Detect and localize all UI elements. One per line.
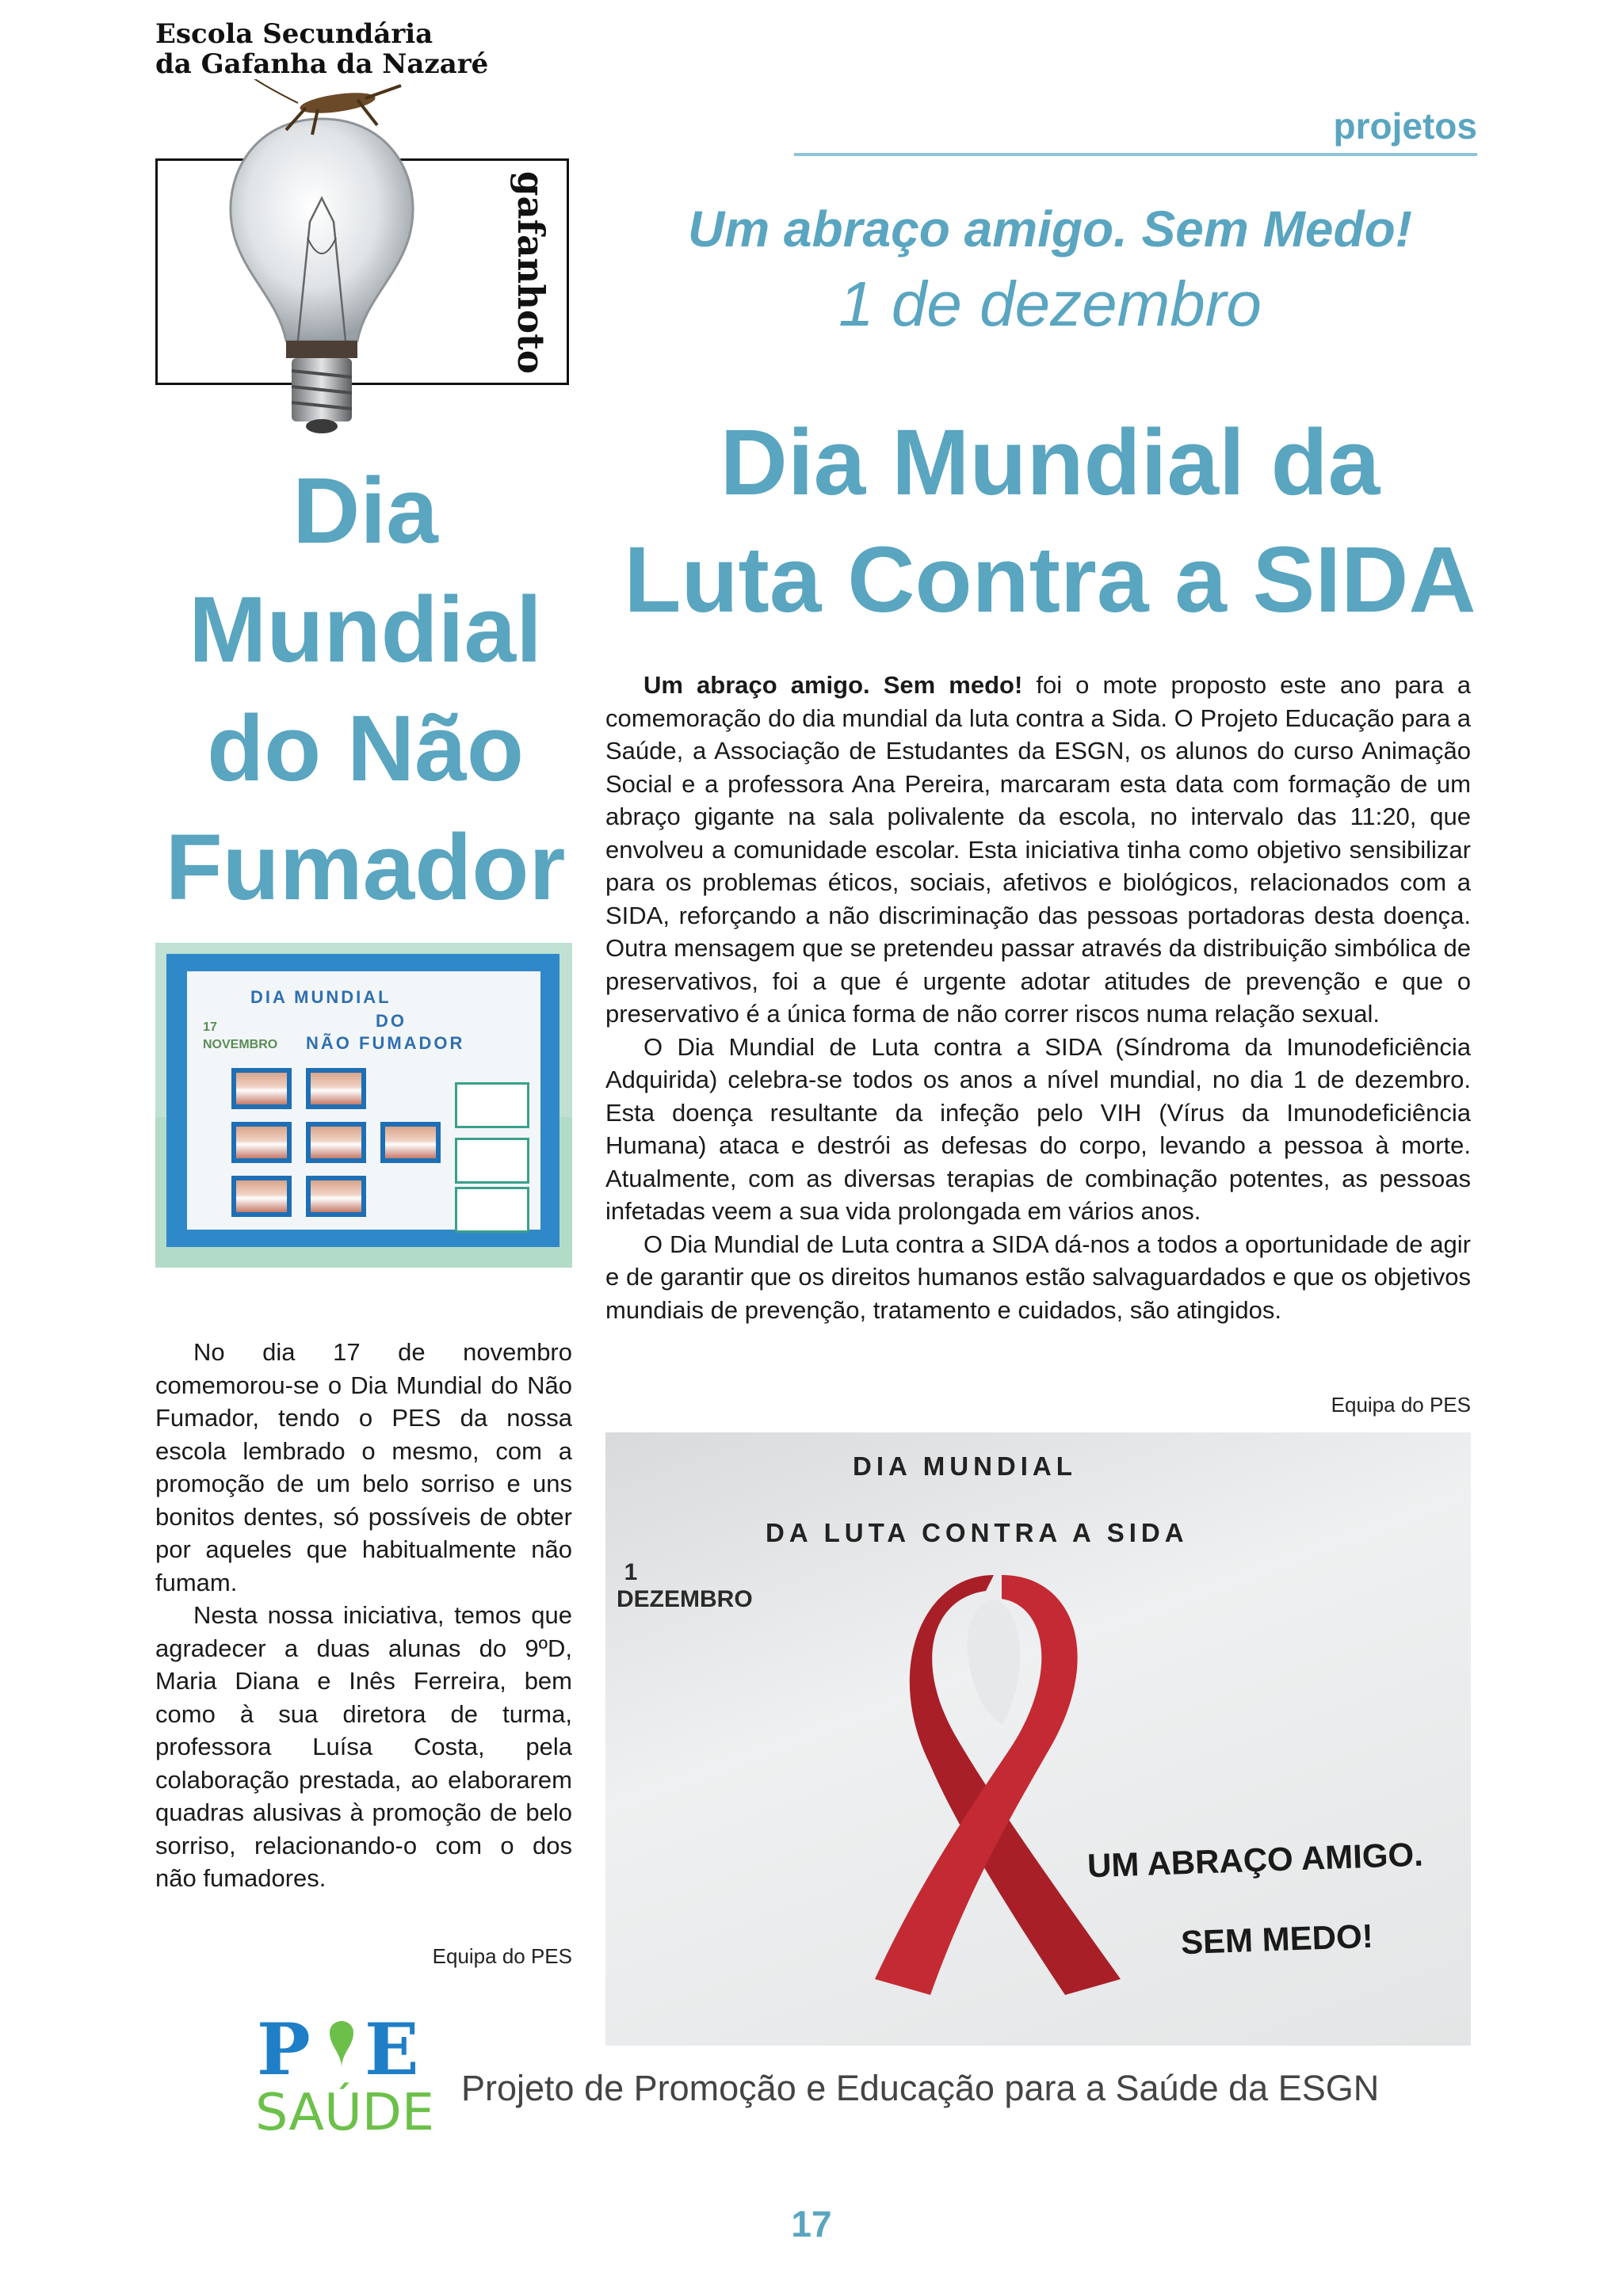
smile-photo-tile <box>231 1122 292 1163</box>
section-divider <box>794 153 1477 156</box>
sida-photo-line2: DA LUTA CONTRA A SIDA <box>766 1518 1189 1547</box>
smoker-title-line1: Dia <box>292 459 438 563</box>
sida-photo-line1: DIA MUNDIAL <box>853 1451 1077 1481</box>
article-motto: Um abraço amigo. Sem Medo! <box>688 200 1412 257</box>
smile-photo-tile <box>231 1176 292 1217</box>
smoker-title-line2: Mundial <box>189 578 542 682</box>
gafanhoto-wordmark <box>499 166 555 379</box>
smoker-article-body <box>155 1336 572 1895</box>
smoker-title-line4: Fumador <box>165 815 566 920</box>
smoker-paragraph-2: Nesta nossa iniciativa, temos que agradecer a duas alunas do 9ºD, Maria Diana e Inês Ferreira, bem como à sua diretora de turma, professora Luísa Costa, pela colaboração prestada, ao elaborarem quadras alusivas à promoção de belo sorriso, relacionando-o com o dos não fumadores. <box>155 1601 572 1892</box>
sida-photo-vertical-date: 1 DEZEMBRO <box>617 1559 753 1612</box>
pes-logo-bottom: SAÚDE <box>255 2084 432 2138</box>
leaf-icon <box>330 2021 353 2068</box>
sida-paragraph-1-text: foi o mote proposto este ano para a comemoração do dia mundial da luta contra a Sida. O Projeto Educação para a Saúde, a Associação de Estudantes da ESGN, os alunos do curso Animação Social e a professora Ana Pereira, marcaram esta data com formação de um abraço gigante na sala polivalente da escola, no intervalo das 11:20, que envolveu a comunidade escolar. Esta iniciativa tinha como objetivo sensibilizar para os problemas éticos, sociais, afetivos e biológicos, relacionados com a SIDA, reforçando a não discriminação das pessoas portadoras desta doença. Outra mensagem que se pretendeu passar através da distribuição simbólica de preservativos, foi a que é urgente adotar atitudes de prevenção e que o preservativo é a única forma de não correr riscos numa relação sexual. <box>605 671 1471 1028</box>
smoker-paragraph-1: No dia 17 de novembro comemorou-se o Dia Mundial do Não Fumador, tendo o PES da nossa escola lembrado o mesmo, com a promoção de um belo sorriso e uns bonitos dentes, só possíveis de obter por aqueles que habitualmente não fumam. <box>155 1338 572 1596</box>
sida-photo-slogan1: UM ABRAÇO AMIGO. <box>1086 1835 1424 1885</box>
sida-article-body <box>605 669 1471 1326</box>
photo-vertical-date: 17 NOVEMBRO <box>203 1020 278 1051</box>
quatrain-note <box>455 1082 529 1128</box>
sida-paragraph-2: O Dia Mundial de Luta contra a SIDA (Síndroma da Imunodeficiência Adquirida) celebra-se todos os anos a nível mundial, no dia 1 de dezembro. Esta doença resultante da infeção pelo VIH (Vírus da Imunodeficiência Humana) ataca e destrói as defesas do corpo, levando a pessoa à morte. Atualmente, com as diversas terapias de combinação potentes, as pessoas infetadas veem a sua vida prolongada em vários anos. <box>605 1032 1471 1225</box>
sida-photo-slogan2: SEM MEDO! <box>1180 1917 1374 1962</box>
page-number: 17 <box>791 2203 832 2245</box>
quatrain-note <box>455 1187 529 1233</box>
sida-paragraph-3: O Dia Mundial de Luta contra a SIDA dá-nos a todos a oportunidade de agir e de garantir que os direitos humanos estão salvaguardados e que os objetivos mundiais de prevenção, tratamento e cuidados, são atingidos. <box>605 1230 1471 1324</box>
smile-photo-tile <box>380 1122 441 1163</box>
photo-text-line3: NÃO FUMADOR <box>306 1033 465 1053</box>
smile-photo-tile <box>306 1176 366 1217</box>
light-bulb-icon <box>219 79 425 452</box>
pes-caption: Projeto de Promoção e Educação para a Saúde da ESGN <box>461 2068 1380 2108</box>
section-label: projetos <box>1333 105 1477 147</box>
sida-title-line1: Dia Mundial da <box>720 410 1381 515</box>
smile-photo-tile <box>231 1068 292 1109</box>
non-smoker-board-photo <box>155 943 572 1268</box>
gafanhoto-text: gafanhoto <box>510 171 552 379</box>
smoker-article-title <box>155 452 575 927</box>
smile-photo-tile <box>306 1068 366 1109</box>
smile-photo-tile <box>306 1122 366 1163</box>
school-name-line1: Escola Secundária <box>155 18 433 50</box>
svg-text:E: E <box>365 2009 419 2092</box>
article-date: 1 de dezembro <box>838 269 1262 339</box>
pes-saude-logo <box>254 2009 436 2138</box>
sida-article-signature: Equipa do PES <box>1331 1393 1471 1417</box>
sida-lead-bold: Um abraço amigo. Sem medo! <box>643 671 1023 699</box>
smoker-article-signature: Equipa do PES <box>432 1944 572 1968</box>
photo-text-line2: DO <box>376 1011 407 1031</box>
school-name-line2: da Gafanha da Nazaré <box>155 48 489 80</box>
sida-title-line2: Luta Contra a SIDA <box>624 528 1476 632</box>
school-name <box>155 19 488 79</box>
photo-text-line1: DIA MUNDIAL <box>250 987 391 1007</box>
quatrain-note <box>455 1138 529 1184</box>
svg-text:P: P <box>257 2009 311 2092</box>
sida-article-title <box>586 404 1514 639</box>
sida-ribbon-photo <box>605 1432 1471 2046</box>
red-ribbon-icon <box>867 1567 1152 2011</box>
smoker-title-line3: do Não <box>207 696 524 801</box>
sida-paragraph-1 <box>605 669 1471 1031</box>
